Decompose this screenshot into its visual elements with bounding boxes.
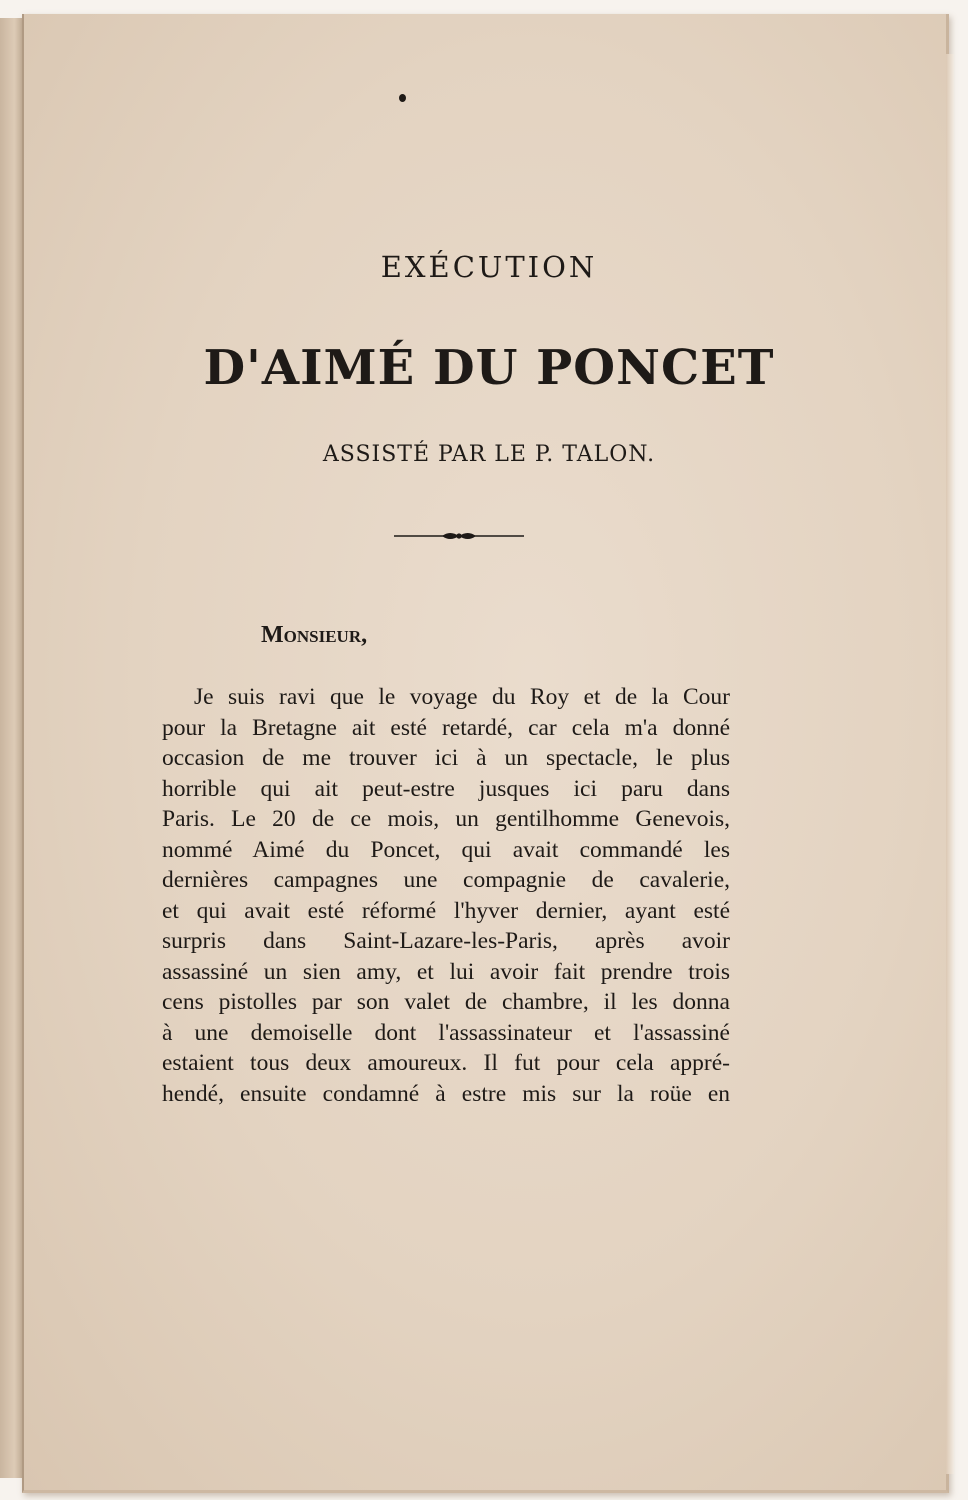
- text-line: dernières campagnes une compagnie de cavalerie,: [162, 867, 730, 893]
- text-line: surpris dans Saint-Lazare-les-Paris, après avoir: [162, 928, 730, 954]
- text-line: et qui avait esté réformé l'hyver dernier, ayant esté: [162, 897, 730, 924]
- page-edge: [946, 54, 954, 1474]
- text-line: hendé, ensuite condamné à estre mis sur la roüe en: [162, 1080, 730, 1107]
- title-execution: EXÉCUTION: [380, 250, 598, 284]
- letter-salutation: Monsieur,: [261, 622, 368, 648]
- text-line: horrible qui ait peut-estre jusques ici paru dans: [162, 775, 730, 802]
- text-line: cens pistolles par son valet de chambre, il les donna: [162, 989, 730, 1015]
- text-line: à une demoiselle dont l'assassinateur et l'assassiné: [162, 1019, 730, 1046]
- letter-body: [162, 682, 730, 1109]
- text-line: Je suis ravi que le voyage du Roy et de la Cour: [194, 684, 730, 710]
- text-line: nommé Aimé du Poncet, qui avait commandé les: [162, 836, 730, 863]
- text-line: assassiné un sien amy, et lui avoir fait prendre trois: [162, 958, 730, 985]
- text-line: estaient tous deux amoureux. Il fut pour cela appré-: [162, 1050, 730, 1076]
- title-name: D'AIMÉ DU PONCET: [203, 340, 775, 396]
- text-line: occasion de me trouver ici à un spectacle, le plus: [162, 745, 730, 771]
- text-line: pour la Bretagne ait esté retardé, car cela m'a donné: [162, 714, 730, 741]
- ink-mark: [399, 94, 406, 102]
- ornament-divider-icon: [394, 528, 524, 544]
- document-page: [22, 14, 949, 1493]
- text-line: Paris. Le 20 de ce mois, un gentilhomme Genevois,: [162, 806, 730, 832]
- title-subtitle: ASSISTÉ PAR LE P. TALON.: [322, 442, 656, 467]
